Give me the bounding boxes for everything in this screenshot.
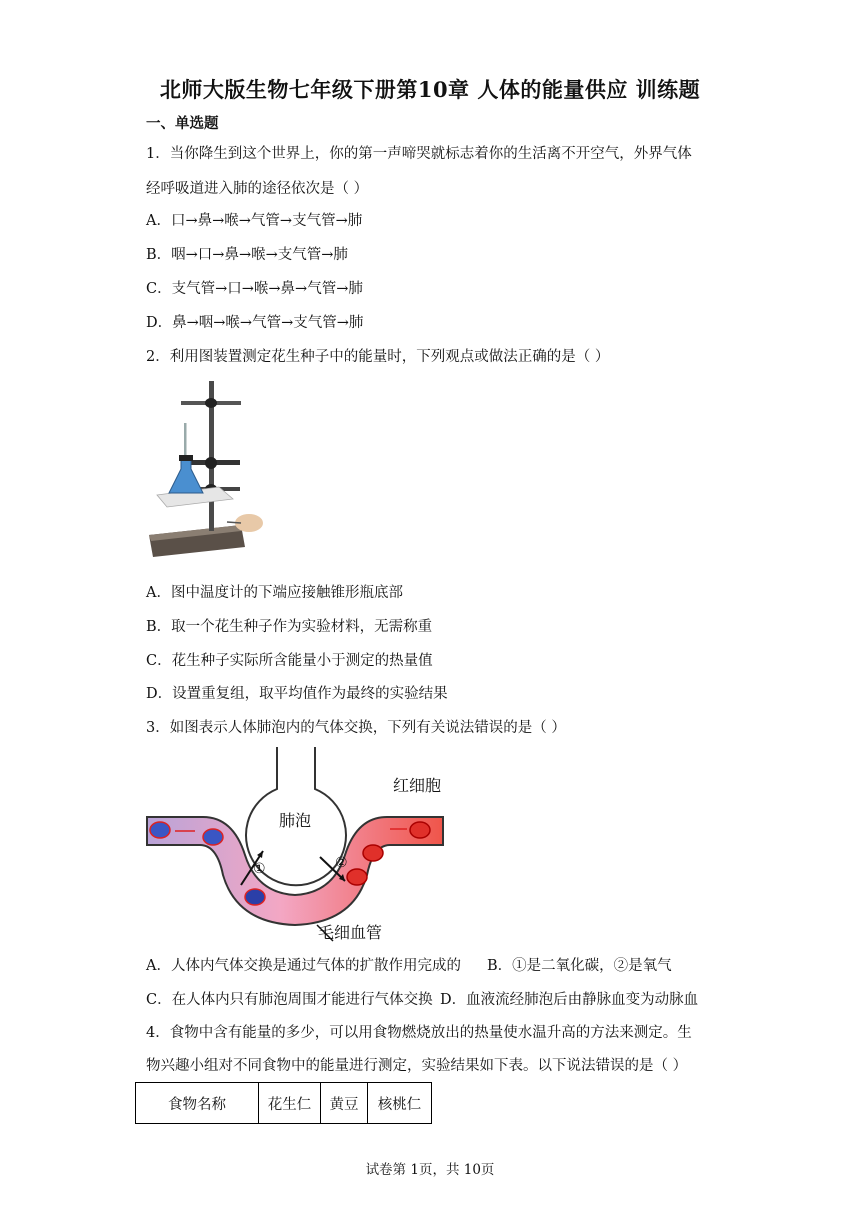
q3-option-b: B．①是二氧化碳，②是氧气 — [487, 958, 672, 974]
food-energy-table — [135, 1082, 432, 1124]
table-header-cell: 核桃仁 — [368, 1083, 432, 1124]
page-title: 北师大版生物七年级下册第10章 人体的能量供应 训练题 — [159, 77, 701, 102]
alveolus-gas-exchange-figure — [145, 745, 445, 943]
capillary-label: 毛细血管 — [318, 925, 383, 942]
q4-stem-line1: 4．食物中含有能量的多少，可以用食物燃烧放出的热量使水温升高的方法来测定。生 — [146, 1025, 692, 1041]
page-footer: 试卷第 1页，共 10页 — [365, 1162, 495, 1178]
table-header-cell: 黄豆 — [321, 1083, 368, 1124]
mark-1: ① — [253, 861, 266, 877]
q1-option-c: C．支气管→口→喉→鼻→气管→肺 — [146, 281, 363, 297]
q3-option-a: A．人体内气体交换是通过气体的扩散作用完成的 — [146, 958, 461, 974]
calorimeter-apparatus-figure — [145, 375, 265, 565]
q2-stem: 2．利用图装置测定花生种子中的能量时，下列观点或做法正确的是（ ） — [146, 349, 610, 365]
q1-option-b: B．咽→口→鼻→喉→支气管→肺 — [146, 247, 348, 263]
q2-option-c: C．花生种子实际所含能量小于测定的热量值 — [146, 653, 433, 669]
q2-option-b: B．取一个花生种子作为实验材料，无需称重 — [146, 619, 433, 635]
red-blood-cell-label: 红细胞 — [393, 778, 442, 795]
section-heading: 一、单选题 — [146, 115, 219, 132]
q1-option-d: D．鼻→咽→喉→气管→支气管→肺 — [146, 315, 364, 331]
alveolus-label: 肺泡 — [279, 813, 312, 830]
q1-stem-line1: 1．当你降生到这个世界上，你的第一声啼哭就标志着你的生活离不开空气，外界气体 — [146, 146, 692, 162]
q3-option-c: C．在人体内只有肺泡周围才能进行气体交换 — [146, 992, 433, 1008]
table-header-cell: 食物名称 — [136, 1083, 259, 1124]
q2-option-a: A．图中温度计的下端应接触锥形瓶底部 — [146, 585, 403, 601]
q3-option-d: D．血液流经肺泡后由静脉血变为动脉血 — [440, 992, 699, 1008]
q3-stem: 3．如图表示人体肺泡内的气体交换，下列有关说法错误的是（ ） — [146, 720, 566, 736]
q1-option-a: A．口→鼻→喉→气管→支气管→肺 — [146, 213, 363, 229]
q4-stem-line2: 物兴趣小组对不同食物中的能量进行测定，实验结果如下表。以下说法错误的是（ ） — [146, 1058, 688, 1074]
table-row — [136, 1083, 432, 1124]
mark-2: ② — [335, 855, 348, 871]
table-header-cell: 花生仁 — [259, 1083, 321, 1124]
q1-stem-line2: 经呼吸道进入肺的途径依次是（ ） — [146, 181, 369, 197]
q2-option-d: D．设置重复组，取平均值作为最终的实验结果 — [146, 686, 448, 702]
